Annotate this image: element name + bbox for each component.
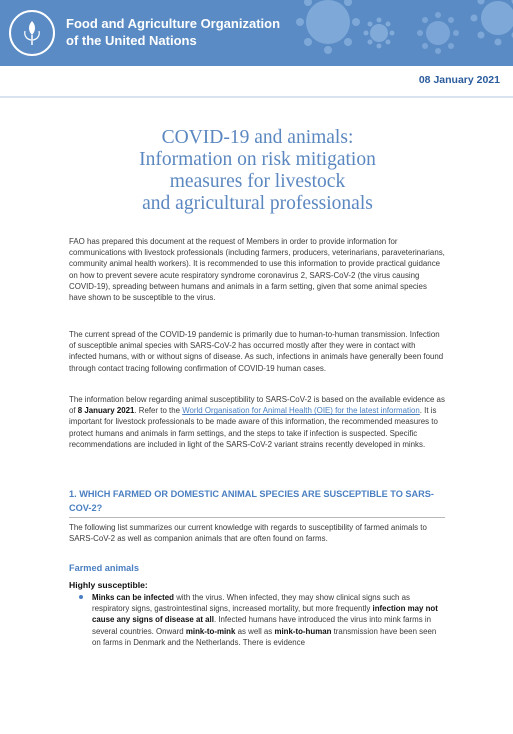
transmission-paragraph: The current spread of the COVID-19 pandemic is primarily due to human-to-human transmission. Infection of susceptible animal species with SARS-CoV-2 has occurred mostly after they were in contact with infected humans, with or without signs of disease. As such, infections in animals have generally been found through contact tracing following confirmation of COVID-19 human cases. <box>69 330 444 373</box>
bold-text: mink-to-mink <box>185 626 236 636</box>
publication-date: 08 January 2021 <box>418 74 500 86</box>
bold-text: Minks can be infected <box>92 593 174 602</box>
fao-logo <box>8 9 56 57</box>
title-line-4: and agricultural professionals <box>142 193 373 214</box>
susceptibility-label: Highly susceptible: <box>69 580 148 590</box>
org-line-2: of the United Nations <box>66 33 197 48</box>
oie-link[interactable]: World Organisation for Animal Health (OIE) for the latest information <box>182 406 420 416</box>
evidence-text-c: . It is important for livestock professionals to be made aware of this information, the recommended measures to protect humans and animals in farm settings, and the steps to take if infection is suspected. Specific recommendations are included in light of the SARS-CoV-2 variant strains recently developed in minks. <box>69 406 438 449</box>
divider <box>0 96 513 98</box>
list-item-text <box>92 592 445 648</box>
virus-illustration-icon <box>466 0 513 50</box>
virus-illustration-icon <box>415 10 461 56</box>
header-banner <box>0 0 513 66</box>
bullet-icon <box>79 595 83 599</box>
virus-illustration-icon <box>288 0 368 62</box>
evidence-text-b: . Refer to the <box>134 406 183 416</box>
document-title <box>66 127 449 215</box>
subsection-heading: Farmed animals <box>69 563 139 573</box>
evidence-text-a: The information below regarding animal susceptibility to SARS-CoV-2 is based on the available evidence as of <box>69 395 445 416</box>
section-heading: 1. WHICH FARMED OR DOMESTIC ANIMAL SPECIES ARE SUSCEPTIBLE TO SARS-COV-2? <box>69 489 434 513</box>
title-line-1: COVID-19 and animals: <box>161 127 354 148</box>
bold-text: infection may not cause any signs of disease at all <box>92 604 438 625</box>
organization-name <box>66 15 280 49</box>
virus-illustration-icon <box>362 16 396 50</box>
list-text: with the virus. When infected, they may show clinical signs such as respiratory signs, gastrointestinal signs, increased mortality, but more frequently <box>92 593 410 614</box>
list-text: as well as <box>235 626 275 636</box>
section-intro-paragraph: The following list summarizes our current knowledge with regards to susceptibility of farmed animals to SARS-CoV-2 as well as companion animals that are often found on farms. <box>69 523 427 544</box>
list-text: transmission have been seen on farms in Denmark and the Netherlands. There is evidence <box>92 626 437 647</box>
intro-paragraph: FAO has prepared this document at the request of Members in order to provide information for communications with livestock professionals (including farmers, producers, veterinarians, paraveterinarians, community animal health workers). It is recommended to use this information to provide practical guidance on how to prevent severe acute respiratory syndrome coronavirus 2, SARS-CoV-2 (the virus causing COVID-19), spreading between humans and animals in a farm setting, given that some animal species have shown to be susceptible to the virus. <box>69 237 445 303</box>
evidence-date: 8 January 2021 <box>77 406 135 416</box>
evidence-paragraph <box>69 394 445 450</box>
section-divider <box>69 517 445 518</box>
title-line-2: Information on risk mitigation <box>139 149 376 170</box>
list-text: . Infected humans have introduced the virus into mink farms in several countries. Onward <box>92 615 432 636</box>
bold-text: mink-to-human <box>274 626 332 636</box>
title-line-3: measures for livestock <box>169 171 346 192</box>
org-line-1: Food and Agriculture Organization <box>66 16 281 31</box>
